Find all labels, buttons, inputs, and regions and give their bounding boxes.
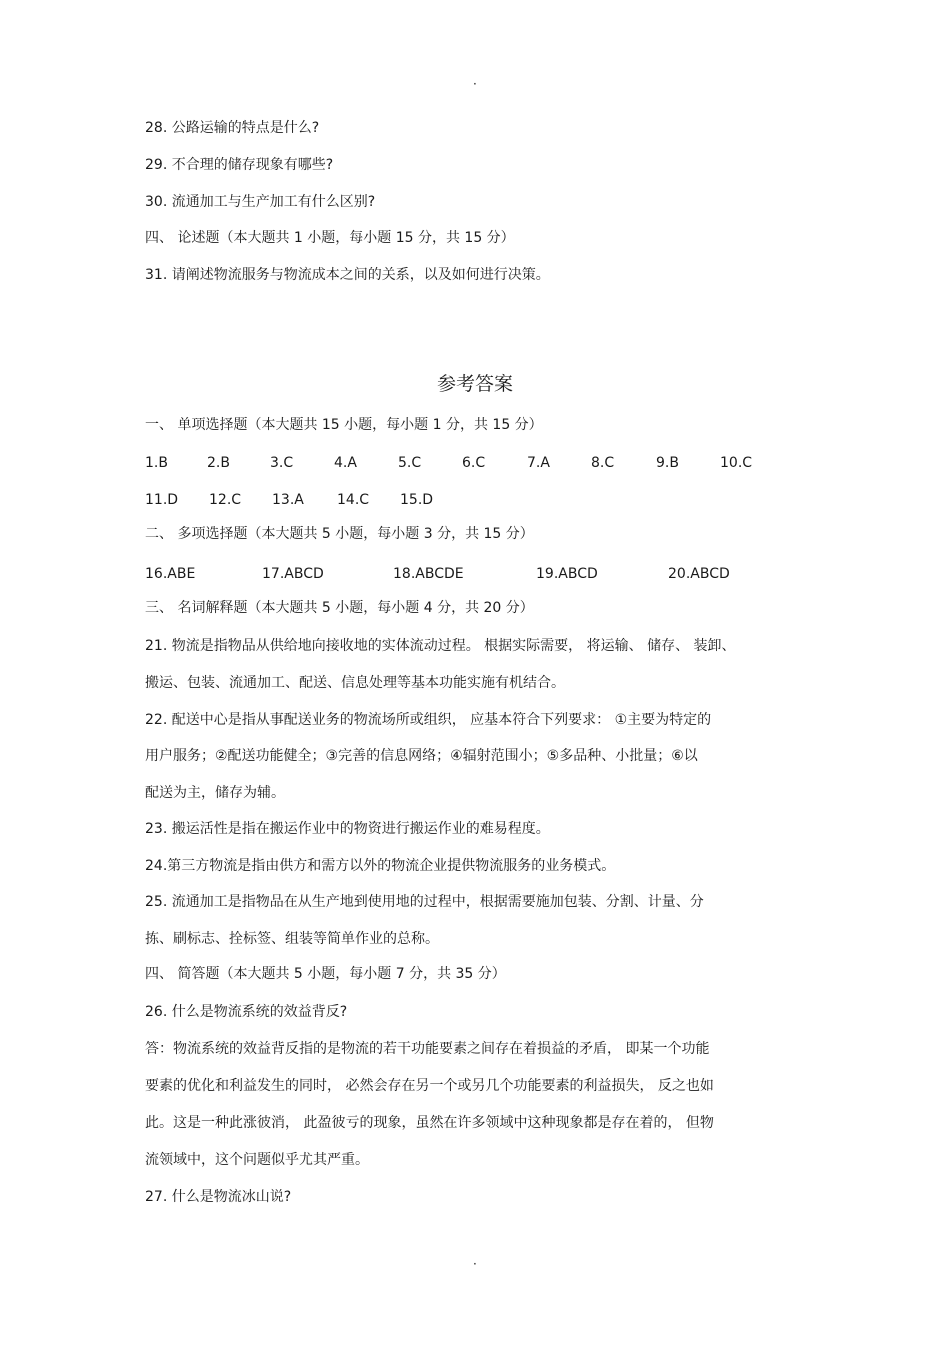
answer-7: 7.A [527, 455, 550, 471]
answer-4: 4.A [334, 455, 357, 471]
answer-2: 2.B [207, 455, 230, 471]
answer-21-line-1: 21. 物流是指物品从供给地向接收地的实体流动过程。 根据实际需要， 将运输、 储存、 装卸、 [145, 638, 736, 654]
answer-12: 12.C [209, 492, 242, 508]
header-dot: · [473, 77, 477, 91]
answer-21-line-2: 搬运、包装、流通加工、配送、信息处理等基本功能实施有机结合。 [145, 675, 565, 691]
answer-11: 11.D [145, 492, 179, 508]
answer-8: 8.C [591, 455, 615, 471]
answer-22-line-2: 用户服务；②配送功能健全；③完善的信息网络；④辐射范围小；⑤多品种、小批量；⑥以 [145, 748, 698, 764]
answer-22-line-3: 配送为主，储存为辅。 [145, 785, 285, 801]
answer-24: 24.第三方物流是指由供方和需方以外的物流企业提供物流服务的业务模式。 [145, 858, 616, 874]
answer-19: 19.ABCD [536, 566, 598, 582]
answer-6: 6.C [462, 455, 486, 471]
answer-9: 9.B [656, 455, 679, 471]
answer-17: 17.ABCD [262, 566, 324, 582]
question-30: 30. 流通加工与生产加工有什么区别? [145, 194, 376, 210]
answer-26-line-2: 要素的优化和利益发生的同时， 必然会存在另一个或另几个功能要素的利益损失， 反之也如 [145, 1078, 714, 1094]
question-28: 28. 公路运输的特点是什么? [145, 120, 320, 136]
answer-5: 5.C [398, 455, 422, 471]
answer-15: 15.D [400, 492, 434, 508]
question-27: 27. 什么是物流冰山说? [145, 1189, 292, 1205]
question-29: 29. 不合理的储存现象有哪些? [145, 157, 334, 173]
answer-13: 13.A [272, 492, 304, 508]
answer-26-line-1: 答：物流系统的效益背反指的是物流的若干功能要素之间存在着损益的矛盾， 即某一个功能 [145, 1041, 710, 1057]
footer-dot: · [473, 1257, 477, 1271]
answer-3: 3.C [270, 455, 294, 471]
answer-26-line-4: 流领域中，这个问题似乎尤其严重。 [145, 1152, 369, 1168]
answer-25-line-2: 拣、刷标志、拴标签、组装等简单作业的总称。 [145, 931, 439, 947]
answer-23: 23. 搬运活性是指在搬运作业中的物资进行搬运作业的难易程度。 [145, 821, 550, 837]
answer-20: 20.ABCD [668, 566, 730, 582]
answer-1: 1.B [145, 455, 168, 471]
answer-14: 14.C [337, 492, 370, 508]
question-31: 31. 请阐述物流服务与物流成本之间的关系，以及如何进行决策。 [145, 267, 550, 283]
section-4-essay-heading: 四、 论述题（本大题共 1 小题，每小题 15 分，共 15 分） [145, 230, 515, 246]
answer-10: 10.C [720, 455, 753, 471]
section-1-heading: 一、 单项选择题（本大题共 15 小题，每小题 1 分，共 15 分） [145, 417, 543, 433]
answer-26-line-3: 此。这是一种此涨彼消， 此盈彼亏的现象，虽然在许多领域中这种现象都是存在着的， 但物 [145, 1115, 714, 1131]
section-4-short-answer-heading: 四、 简答题（本大题共 5 小题，每小题 7 分，共 35 分） [145, 966, 506, 982]
question-26: 26. 什么是物流系统的效益背反? [145, 1004, 348, 1020]
answer-25-line-1: 25. 流通加工是指物品在从生产地到使用地的过程中，根据需要施加包装、分割、计量、分 [145, 894, 704, 910]
section-2-heading: 二、 多项选择题（本大题共 5 小题，每小题 3 分，共 15 分） [145, 526, 534, 542]
section-3-heading: 三、 名词解释题（本大题共 5 小题，每小题 4 分，共 20 分） [145, 600, 534, 616]
answer-18: 18.ABCDE [393, 566, 464, 582]
answers-title: 参考答案 [436, 373, 513, 395]
answer-16: 16.ABE [145, 566, 196, 582]
answer-22-line-1: 22. 配送中心是指从事配送业务的物流场所或组织， 应基本符合下列要求： ①主要为特定的 [145, 712, 712, 728]
